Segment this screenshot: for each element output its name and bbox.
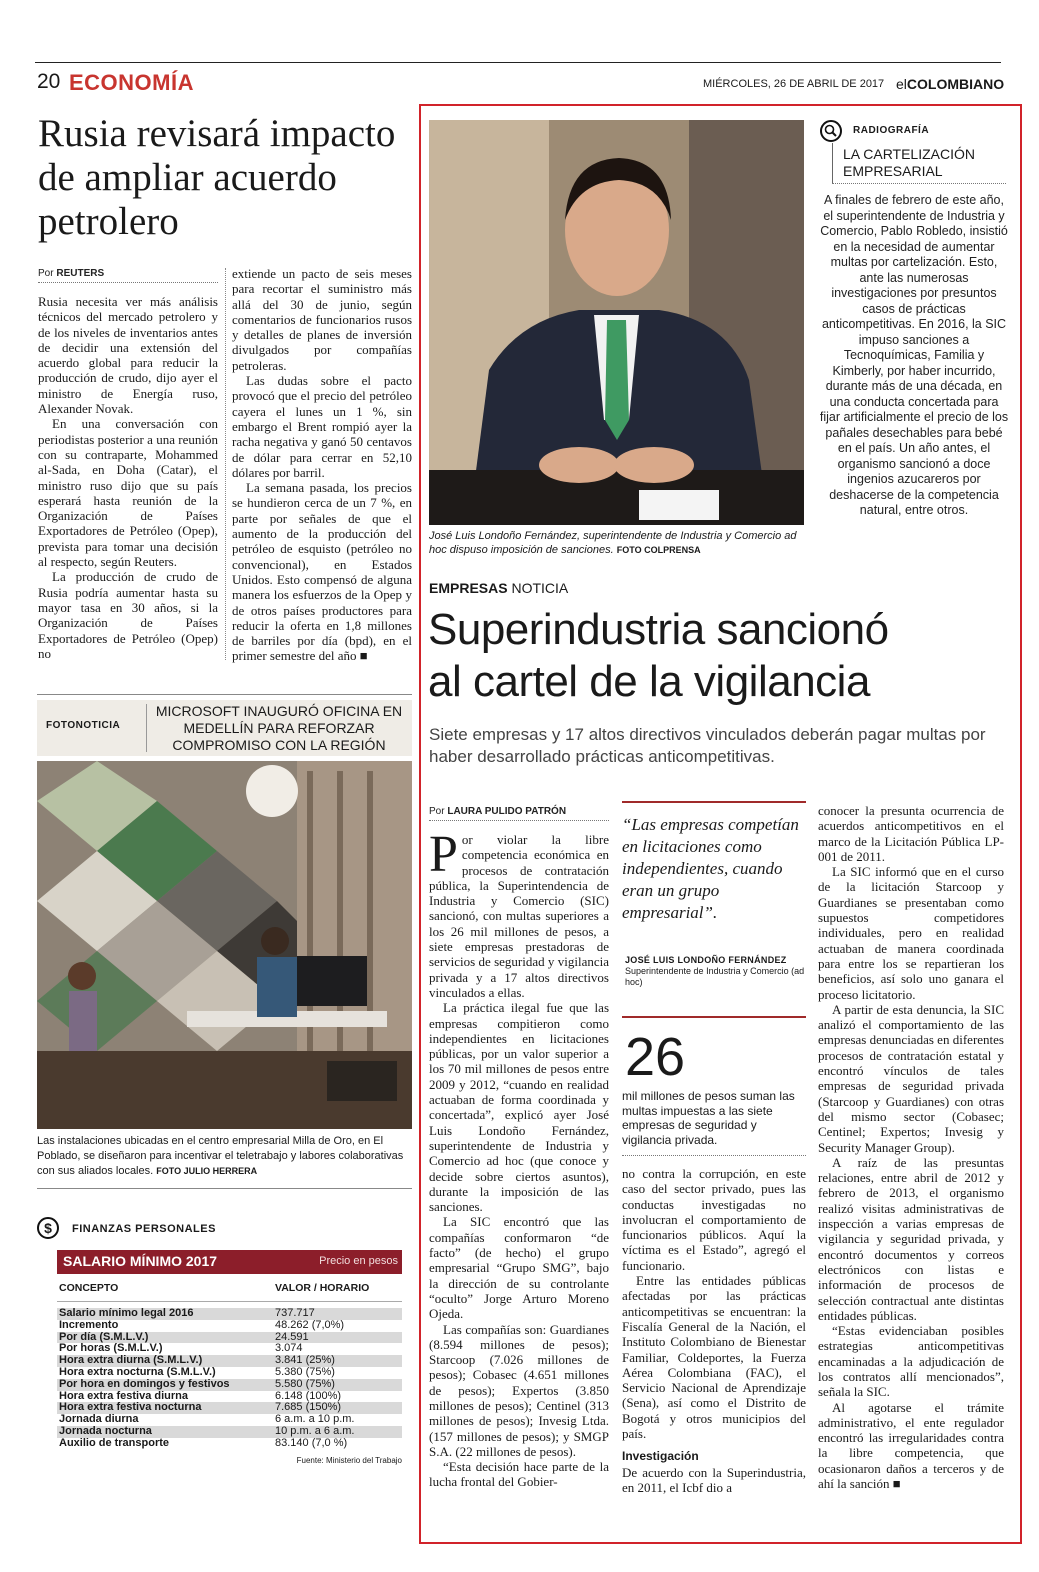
portrait-caption: José Luis Londoño Fernández, superintendente de Industria y Comercio ad hoc dispuso imposición de sanciones. FOTO COLPRENSA xyxy=(429,530,797,556)
section-title: ECONOMÍA xyxy=(69,70,194,95)
big-number: 26 xyxy=(625,1027,686,1087)
radiografia-body: A finales de febrero de este año, el superintendente de Industria y Comercio, Pablo Robledo, insistió en la necesidad de aumentar multas por cartelización. Esto, ante las numerosas investigaciones por presuntos casos de prácticas anticompetitivas. En 2016, la SIC impuso sanciones a Tecnoquímicas, Familia y Kimberly, por haber incurrido, durante más de una década, en una conducta concertada para fijar artificialmente el precio de los pañales desechables para bebé en el país. Un año antes, el organismo sancionó a doce ingenios azucareros por deshacerse de la competencia natural, entre otros. xyxy=(819,193,1009,517)
article-column-3 xyxy=(818,803,1004,1491)
article-byline: Por LAURA PULIDO PATRÓN xyxy=(429,806,609,821)
big-number-text: mil millones de pesos suman las multas impuestas a las siete empresas de seguridad y vigilancia privada. xyxy=(622,1089,795,1147)
divider xyxy=(832,143,833,183)
article-kicker: EMPRESAS NOTICIA xyxy=(429,580,569,596)
column-header-concepto: CONCEPTO xyxy=(59,1282,119,1294)
table-row: Salario mínimo legal 2016 737.717 xyxy=(57,1308,402,1320)
paragraph: conocer la presunta ocurrencia de acuerdos anticompetitivos en el marco de la Licitación Pública LP-001 de 2011. xyxy=(818,803,1004,864)
table-source: Fuente: Ministerio del Trabajo xyxy=(296,1455,402,1465)
divider xyxy=(622,1155,806,1156)
office-photo xyxy=(37,761,412,1129)
table-row: Hora extra festiva nocturna 7.685 (150%) xyxy=(57,1402,402,1414)
paragraph: no contra la corrupción, en este caso del sector privado, pues las conductas investigadas no involucran el comportamiento de funcionarios públicos. Aquí la víctima es el Estado”, agregó el funcionario. xyxy=(622,1166,806,1273)
divider xyxy=(832,183,1006,184)
table-row: Por día (S.M.L.V.) 24.591 xyxy=(57,1332,402,1344)
article-headline: Superindustria sancionó al cartel de la vigilancia xyxy=(428,605,889,706)
issue-date: MIÉRCOLES, 26 DE ABRIL DE 2017 xyxy=(703,78,885,90)
table-row: Jornada diurna 6 a.m. a 10 p.m. xyxy=(59,1413,355,1426)
number-rule xyxy=(622,1016,806,1018)
russia-headline: Rusia revisará impacto de ampliar acuerdo petrolero xyxy=(38,112,396,243)
paragraph: De acuerdo con la Superindustria, en 2011, el Icbf dio a xyxy=(622,1464,806,1495)
article-column-1 xyxy=(429,826,609,1490)
radiografia-tag: RADIOGRAFÍA xyxy=(853,125,930,136)
page-number: 20 xyxy=(37,70,61,93)
table-row: Jornada nocturna 10 p.m. a 6 a.m. xyxy=(57,1426,402,1438)
paragraph: Las compañías son: Guardianes (8.594 millones de pesos); Starcoop (7.026 millones de pesos); Cobasec (4.651 millones de pesos); Expertos (3.850 millones de pesos); Centinel (313 millones de pesos); Invesig Ltda. (157 millones de pesos); y SMGP S.A. (22 millones de pesos). xyxy=(429,1321,609,1459)
paragraph: La SIC informó que en el curso de la licitación Starcoop y Guardianes se presentaban como supuestos competidores individuales, pero en realidad actuaban de manera coordinada para entre los se repartieran los beneficios, así solo uno ganara el proceso licitatorio. xyxy=(818,864,1004,1002)
divider xyxy=(37,1188,412,1189)
article-column-2 xyxy=(622,1166,806,1495)
paragraph: La semana pasada, los precios se hundieron cerca de un 7 %, en parte por señales de que el aumento de la producción del petróleo de esquisto (petróleo no convencional), en Estados Unidos. Esto compensó de alguna manera los esfuerzos de la Opep y de otros países productores para reducir la oferta en 1,8 millones de barriles por día (bpd), en el primer semestre del año ■ xyxy=(232,480,412,664)
divider xyxy=(146,704,147,752)
article-deck: Siete empresas y 17 altos directivos vinculados deberán pagar multas por haber desarrollado prácticas anticompetitivas. xyxy=(429,725,986,766)
paragraph: Entre las entidades públicas afectadas por las prácticas anticompetitivas se encuentran: la Fiscalía General de la Nación, el Instituto Colombiano de Bienestar Familiar, Coldeportes, la Fuerza Aérea Colombiana (FAC), el Servicio Nacional de Aprendizaje (Sena), así como el Distrito de Bogotá y otros municipios del país. xyxy=(622,1273,806,1442)
office-illustration xyxy=(37,761,412,1129)
drop-cap: P xyxy=(429,826,458,883)
paragraph: Por violar la libre competencia económica en procesos de contratación pública, la Superintendencia de Industria y Comercio (SIC) sancionó, con multas superiores a los 26 mil millones de pesos, a siete empresas prestadoras de servicios de seguridad y vigilancia privada y a 17 altos directivos vinculados a ellas. xyxy=(429,826,609,1000)
salario-table-header xyxy=(57,1250,402,1274)
portrait-illustration xyxy=(429,120,804,525)
quote-rule xyxy=(622,801,806,803)
dollar-icon: $ xyxy=(37,1217,59,1239)
paragraph: La SIC encontró que las compañías conformaron “de facto” (de hecho) el grupo empresarial “Grupo SMG”, bajo la dirección de su controlante “oculto” Jorge Arturo Moreno Ojeda. xyxy=(429,1214,609,1322)
quote-author: JOSÉ LUIS LONDOÑO FERNÁNDEZ xyxy=(625,955,787,965)
paragraph: La producción de crudo de Rusia podría aumentar hasta su mayor tasa en 30 años, si la Organización de Países Exportadores de Petróleo (Opep) no xyxy=(38,569,218,661)
paragraph: Al agotarse el trámite administrativo, el ente regulador encontró las irregularidades contra la libre competencia, que ocasionaron daños a terceros y de ahí la sanción ■ xyxy=(818,1399,1004,1492)
finanzas-title: FINANZAS PERSONALES xyxy=(72,1223,216,1235)
paragraph: Las dudas sobre el pacto provocó que el precio del petróleo cayera el lunes un 1 %, sin embargo el Brent rompió ayer la racha negativa y ganó 50 centavos de dólar para cerrar en 52,10 dólares por barril. xyxy=(232,373,412,480)
quote-author-role: Superintendente de Industria y Comercio (ad hoc) xyxy=(625,966,805,987)
newspaper-logo: elCOLOMBIANO xyxy=(896,76,1005,92)
divider xyxy=(37,694,412,695)
column-divider xyxy=(225,268,227,660)
russia-byline: Por REUTERS xyxy=(38,268,218,283)
table-row: Hora extra festiva diurna 6.148 (100%) xyxy=(59,1389,342,1402)
magnifier-icon xyxy=(820,120,842,142)
paragraph: A raíz de las presuntas relaciones, entre abril de 2012 y febrero de 2013, el organismo realizó visitas administrativas de inspección a varias empresas de vigilancia y seguridad privada, y encontró documentos y correos electrónicos con listas e información de procesos de selección contractual ante distintas entidades públicas. xyxy=(818,1154,1004,1323)
table-row: Hora extra nocturna (S.M.L.V.) 5.380 (75%) xyxy=(59,1365,335,1378)
pull-quote: “Las empresas competían en licitaciones como independientes, cuando eran un grupo empresarial”. xyxy=(622,815,799,922)
top-rule xyxy=(35,62,1001,63)
paragraph: La práctica ilegal fue que las empresas compitieron como independientes en licitaciones públicas, por un valor superior a los 70 mil millones de pesos entre 2009 y 2012, “cuando en realidad actuaban de forma coordinada y concertada”, explicó ayer José Luis Londoño Fernández, superintendente de Industria y Comercio ad hoc (que conoce y decide sobre ciertos asuntos), durante la imposición de las sanciones. xyxy=(429,1000,609,1215)
table-row: Incremento 48.262 (7,0%) xyxy=(59,1318,345,1331)
fotonoticia-headline: MICROSOFT INAUGURÓ OFICINA EN MEDELLÍN PARA REFORZAR COMPROMISO CON LA REGIÓN xyxy=(155,703,403,753)
radiografia-title: LA CARTELIZACIÓN EMPRESARIAL xyxy=(843,146,976,179)
table-row: Hora extra diurna (S.M.L.V.) 3.841 (25%) xyxy=(57,1355,402,1367)
fotonoticia-tag: FOTONOTICIA xyxy=(46,720,121,731)
salario-table-title: SALARIO MÍNIMO 2017 xyxy=(63,1253,218,1269)
table-header-row xyxy=(57,1283,402,1302)
paragraph: “Esta decisión hace parte de la lucha frontal del Gobier- xyxy=(429,1459,609,1490)
salario-table xyxy=(57,1283,402,1465)
table-row: Por hora en domingos y festivos 5.580 (75%) xyxy=(57,1379,402,1391)
fotonoticia-caption: Las instalaciones ubicadas en el centro empresarial Milla de Oro, en El Poblado, se diseñaron para incentivar el teletrabajo y labores colaborativas con sus aliados locales. FOTO JULIO HERRERA xyxy=(37,1135,404,1177)
paragraph: Rusia necesita ver más análisis técnicos del mercado petrolero y de los niveles de inventarios antes de decidir una extensión del acuerdo global para reducir la producción de crudo, dijo ayer el ministro de Energía ruso, Alexander Novak. xyxy=(38,294,218,417)
paragraph: A partir de esta denuncia, la SIC analizó el comportamiento de las empresas denunciadas en diferentes procesos de contratación estatal y encontró vínculos de tales empresas de seguridad privada (Starcoop y Guardianes) con otras del mismo sector (Cobasec; Centinel; Expertos; Invesig y Security Manager Group). xyxy=(818,1001,1004,1155)
official-portrait-photo xyxy=(429,120,804,525)
table-row: Auxilio de transporte 83.140 (7,0 %) xyxy=(59,1436,348,1449)
column-header-valor: VALOR / HORARIO xyxy=(275,1282,370,1294)
salario-table-note: Precio en pesos xyxy=(319,1255,398,1267)
paragraph: “Estas evidenciaban posibles estrategias anticompetitivas encaminadas a la adjudicación de los contratos allí mencionados”, señala la SIC. xyxy=(818,1323,1004,1400)
russia-column-1 xyxy=(38,294,218,661)
paragraph: En una conversación con periodistas posterior a una reunión con su contraparte, Mohammed al-Sada, en Doha (Catar), el ministro ruso dijo que su país esperará hasta reunión de la Organización de Países Exportadores de Petróleo (Opep), prevista para tomar una decisión al respecto, según Reuters. xyxy=(38,416,218,570)
subhead: Investigación xyxy=(622,1449,699,1464)
paragraph: extiende un pacto de seis meses para recortar el suministro más allá del 30 de junio, según comentarios de funcionarios rusos y detalles de planes de inversión divulgados por compañías petroleras. xyxy=(232,266,412,373)
russia-column-2 xyxy=(232,266,412,664)
table-row: Por horas (S.M.L.V.) 3.074 xyxy=(59,1342,303,1355)
